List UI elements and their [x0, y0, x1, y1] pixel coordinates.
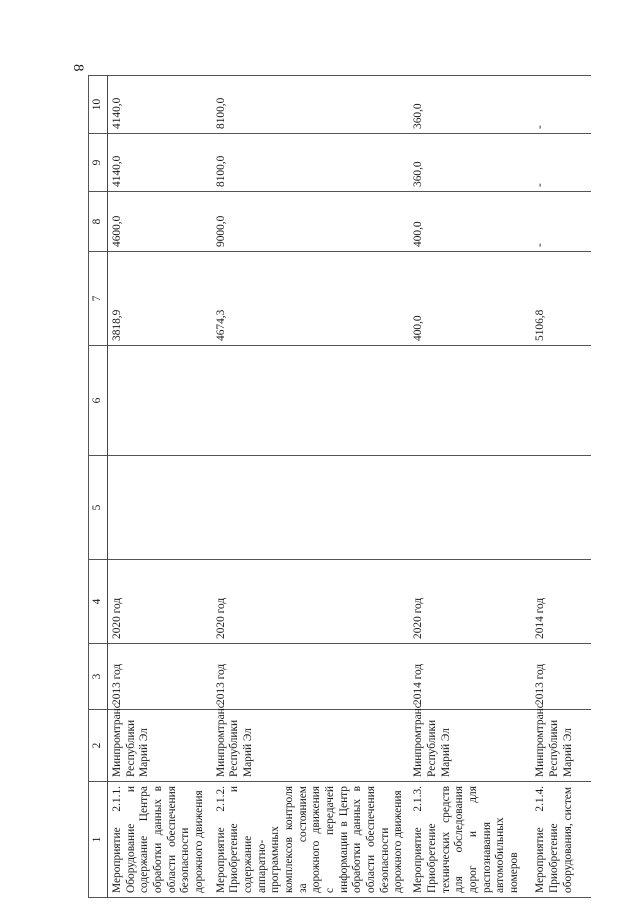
table-row: [212, 76, 410, 898]
measure-name: Мероприятие 2.1.3. Приобретение технических средств для обследования дорог и для распознавания автомобильных номеров: [409, 782, 531, 898]
cell-col10: -: [531, 76, 591, 134]
cell-col5: [108, 456, 212, 560]
cell-col9: 8100,0: [212, 134, 410, 192]
page-number: 8: [70, 64, 86, 72]
end-year: 2020 год: [212, 560, 410, 644]
cell-col9: 360,0: [409, 134, 531, 192]
cell-col9: -: [531, 134, 591, 192]
cell-col5: [531, 456, 591, 560]
start-year: 2014 год: [409, 644, 531, 710]
column-header: 9: [89, 134, 108, 192]
cell-col5: [409, 456, 531, 560]
start-year: 2013 год: [108, 644, 212, 710]
executor: Минпромтранс Республики Марий Эл: [108, 710, 212, 782]
start-year: 2013 год: [212, 644, 410, 710]
end-year: 2020 год: [409, 560, 531, 644]
table-header-row: [89, 76, 108, 898]
measure-name: Мероприятие 2.1.4. Приобретение оборудования, систем: [531, 782, 591, 898]
cell-col8: -: [531, 192, 591, 252]
column-header: 6: [89, 346, 108, 456]
cell-col7: 5106,8: [531, 252, 591, 346]
column-header: 7: [89, 252, 108, 346]
column-header: 1: [89, 782, 108, 898]
table-row: [531, 76, 591, 898]
column-header: 3: [89, 644, 108, 710]
cell-col8: 400,0: [409, 192, 531, 252]
executor: Минпромтранс Республики Марий Эл: [531, 710, 591, 782]
executor: Минпромтранс Республики Марий Эл: [409, 710, 531, 782]
end-year: 2020 год: [108, 560, 212, 644]
program-table: [88, 75, 591, 898]
cell-col8: 9000,0: [212, 192, 410, 252]
executor: Минпромтранс Республики Марий Эл: [212, 710, 410, 782]
column-header: 2: [89, 710, 108, 782]
cell-col6: [409, 346, 531, 456]
measure-name: Мероприятие 2.1.1. Оборудование и содержание Центра обработки данных в области обеспечения безопасности дорожного движения: [108, 782, 212, 898]
cell-col6: [108, 346, 212, 456]
cell-col10: 8100,0: [212, 76, 410, 134]
start-year: 2013 год: [531, 644, 591, 710]
column-header: 10: [89, 76, 108, 134]
measure-name: Мероприятие 2.1.2. Приобретение и содержание аппаратно-программных комплексов контроля за состоянием дорожного движения с передачей информации в Центр обработки данных в области обеспечения безопасности дорожного движения: [212, 782, 410, 898]
cell-col6: [212, 346, 410, 456]
cell-col5: [212, 456, 410, 560]
cell-col7: 3818,9: [108, 252, 212, 346]
cell-col10: 360,0: [409, 76, 531, 134]
cell-col8: 4600,0: [108, 192, 212, 252]
cell-col7: 4674,3: [212, 252, 410, 346]
cell-col9: 4140,0: [108, 134, 212, 192]
cell-col6: [531, 346, 591, 456]
column-header: 5: [89, 456, 108, 560]
end-year: 2014 год: [531, 560, 591, 644]
table-row: [108, 76, 212, 898]
rotated-table-frame: [88, 76, 574, 898]
table-row: [409, 76, 531, 898]
column-header: 8: [89, 192, 108, 252]
column-header: 4: [89, 560, 108, 644]
cell-col10: 4140,0: [108, 76, 212, 134]
cell-col7: 400,0: [409, 252, 531, 346]
